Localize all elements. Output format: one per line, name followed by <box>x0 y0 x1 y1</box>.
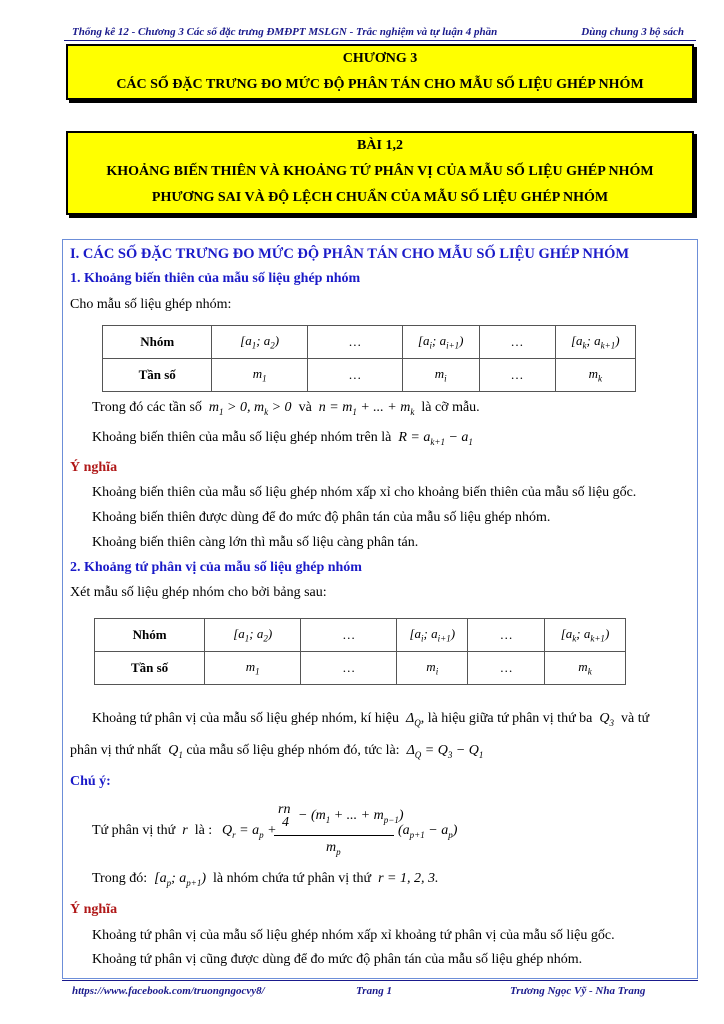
table-cell: $m_k$ <box>545 652 626 685</box>
table-cell: $m_k$ <box>555 359 635 392</box>
quartile-is: là : <box>194 823 213 838</box>
iqr-definition-line-2: phân vị thứ nhất $Q_1$ của mẫu số liệu ghép nhóm đó, tức là: $\Delta_Q = Q_3 - Q_1$ <box>70 743 484 760</box>
meaning-2-line-1: Khoảng tứ phân vị của mẫu số liệu ghép nhóm xấp xỉ khoảng tứ phân vị của mẫu số liệu gốc. <box>92 928 615 943</box>
meaning-1-line-2: Khoảng biến thiên được dùng để đo mức độ phân tán của mẫu số liệu ghép nhóm. <box>92 510 551 525</box>
table-cell: … <box>307 326 402 359</box>
chapter-number: CHƯƠNG 3 <box>342 51 418 66</box>
table-header-frequency: Tần số <box>95 652 205 685</box>
range-formula: Khoảng biến thiên của mẫu số liệu ghép nhóm trên là $R = a_{k+1} - a_1$ <box>92 430 473 447</box>
frequency-note-suffix: là cỡ mẫu. <box>421 400 480 415</box>
fraction-bar <box>274 835 394 836</box>
table-row <box>95 652 626 685</box>
header-right: Dùng chung 3 bộ sách <box>581 26 684 38</box>
intro-text: Cho mẫu số liệu ghép nhóm: <box>70 297 232 312</box>
quartile-group-note: Trong đó: [$a_p$; $a_{p+1}$) là nhóm chứa tứ phân vị thứ r = 1, 2, 3. <box>92 871 439 888</box>
table-cell: [$a_1$; $a_2$) <box>205 619 301 652</box>
footer-author: Trương Ngọc Vỹ - Nha Trang <box>510 985 646 997</box>
iqr-definition-line-1: Khoảng tứ phân vị của mẫu số liệu ghép nhóm, kí hiệu $\Delta_Q$, là hiệu giữa tứ phân vị thứ ba $Q_3$ và tứ <box>92 711 650 728</box>
frequency-note-and: và <box>298 400 312 415</box>
section-title: I. CÁC SỐ ĐẶC TRƯNG ĐO MỨC ĐỘ PHÂN TÁN CHO MẪU SỐ LIỆU GHÉP NHÓM <box>70 246 630 262</box>
range-text: Khoảng biến thiên của mẫu số liệu ghép nhóm trên là <box>92 430 392 445</box>
iqr-text-4: phân vị thứ nhất <box>70 743 162 758</box>
iqr-text-3: và tứ <box>621 711 650 726</box>
intro-text-2: Xét mẫu số liệu ghép nhóm cho bởi bảng sau: <box>70 585 327 600</box>
quartile-formula-num-four: 4 <box>282 815 289 830</box>
where2-prefix: Trong đó: <box>92 871 148 886</box>
subsection-2-title: 2. Khoảng tứ phân vị của mẫu số liệu ghép nhóm <box>70 560 362 575</box>
where2-mid: là nhóm chứa tứ phân vị thứ <box>213 871 372 886</box>
subsection-1-title: 1. Khoảng biến thiên của mẫu số liệu ghép nhóm <box>70 271 361 286</box>
page-header <box>72 26 684 40</box>
table-row <box>95 619 626 652</box>
table-header-group: Nhóm <box>95 619 205 652</box>
table-cell: [$a_i$; $a_{i+1}$) <box>402 326 479 359</box>
table-cell: … <box>301 652 397 685</box>
frequency-note: Trong đó các tần số $m_1 > 0$, $m_k > 0$ và $n = m_1$ + ... + $m_k$ là cỡ mẫu. <box>92 400 480 417</box>
table-cell: [$a_i$; $a_{i+1}$) <box>397 619 468 652</box>
table-cell: [$a_k$; $a_{k+1}$) <box>545 619 626 652</box>
meaning-1-line-3: Khoảng biến thiên càng lớn thì mẫu số liệu càng phân tán. <box>92 535 419 550</box>
table-cell: [$a_k$; $a_{k+1}$) <box>555 326 635 359</box>
quartile-formula-num-sum: − ($m_1$ + ... + $m_{p-1}$) <box>298 808 404 825</box>
lesson-title-2: PHƯƠNG SAI VÀ ĐỘ LỆCH CHUẨN CỦA MẪU SỐ LIỆU GHÉP NHÓM <box>151 190 609 205</box>
header-rule <box>64 40 696 41</box>
chapter-box <box>66 44 694 100</box>
grouped-data-table-2 <box>94 618 626 685</box>
quartile-formula-den: $m_p$ <box>326 840 341 857</box>
frequency-note-prefix: Trong đó các tần số <box>92 400 202 415</box>
table-cell: … <box>301 619 397 652</box>
table-header-group: Nhóm <box>103 326 212 359</box>
table-cell: … <box>479 359 555 392</box>
meaning-2-line-2: Khoảng tứ phân vị cũng được dùng để đo mức độ phân tán của mẫu số liệu ghép nhóm. <box>92 952 583 967</box>
chapter-title: CÁC SỐ ĐẶC TRƯNG ĐO MỨC ĐỘ PHÂN TÁN CHO MẪU SỐ LIỆU GHÉP NHÓM <box>116 77 644 92</box>
table-row <box>103 359 636 392</box>
table-cell: … <box>479 326 555 359</box>
table-cell: … <box>468 652 545 685</box>
table-cell: … <box>307 359 402 392</box>
quartile-text: Tứ phân vị thứ <box>92 823 176 838</box>
table-cell: $m_1$ <box>205 652 301 685</box>
table-cell: $m_i$ <box>402 359 479 392</box>
footer-link[interactable]: https://www.facebook.com/truongngocvy8/ <box>72 985 265 997</box>
iqr-text-2: , là hiệu giữa tứ phân vị thứ ba <box>420 711 593 726</box>
table-row <box>103 326 636 359</box>
meaning-1-line-1: Khoảng biến thiên của mẫu số liệu ghép nhóm xấp xỉ cho khoảng biến thiên của mẫu số liệu gốc. <box>92 485 637 500</box>
meaning-title-1: Ý nghĩa <box>70 460 118 475</box>
table-cell: $m_1$ <box>212 359 307 392</box>
quartile-formula-lhs: $Q_r = a_p$ + <box>222 823 277 840</box>
quartile-formula-num-top: rn <box>278 802 291 817</box>
table-cell: [$a_1$; $a_2$) <box>212 326 307 359</box>
note-title: Chú ý: <box>70 774 111 789</box>
quartile-formula-label: Tứ phân vị thứ r là : <box>92 823 213 838</box>
table-header-frequency: Tần số <box>103 359 212 392</box>
lesson-box <box>66 131 694 215</box>
grouped-data-table-1 <box>102 325 636 392</box>
quartile-formula-tail: $(a_{p+1} - a_p)$ <box>398 823 458 840</box>
footer-page: Trang 1 <box>356 985 392 997</box>
lesson-number: BÀI 1,2 <box>357 138 403 153</box>
iqr-text-1: Khoảng tứ phân vị của mẫu số liệu ghép nhóm, kí hiệu <box>92 711 399 726</box>
lesson-title-1: KHOẢNG BIẾN THIÊN VÀ KHOẢNG TỨ PHÂN VỊ CỦA MẪU SỐ LIỆU GHÉP NHÓM <box>106 164 654 179</box>
table-cell: $m_i$ <box>397 652 468 685</box>
table-cell: … <box>468 619 545 652</box>
meaning-title-2: Ý nghĩa <box>70 902 118 917</box>
footer-rule <box>62 980 698 981</box>
header-left: Thống kê 12 - Chương 3 Các số đặc trưng ĐMĐPT MSLGN - Trắc nghiệm và tự luận 4 phần <box>72 26 498 38</box>
iqr-text-5: của mẫu số liệu ghép nhóm đó, tức là: <box>186 743 400 758</box>
